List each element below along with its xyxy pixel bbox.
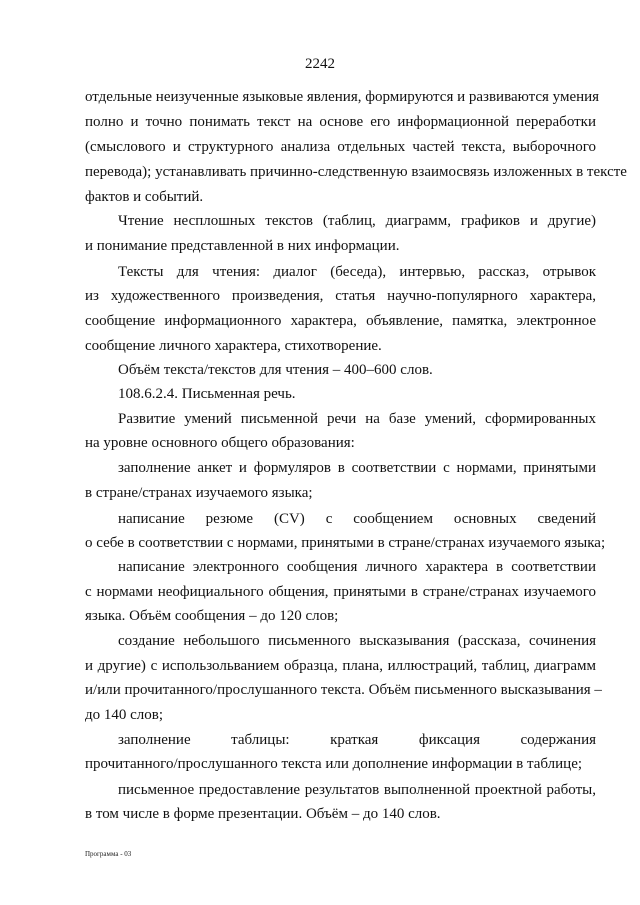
text-line: о себе в соответствии с нормами, принятыми в стране/странах изучаемого языка; xyxy=(85,535,606,551)
text-line: и понимание представленной в них информации. xyxy=(85,238,400,254)
text-line: сообщение информационного характера, объявление, памятка, электронное xyxy=(85,313,596,329)
text-line: с нормами неофициального общения, принятыми в стране/странах изучаемого xyxy=(85,584,596,600)
footer-note: Программа - 03 xyxy=(85,850,132,858)
text-line: перевода); устанавливать причинно-следственную взаимосвязь изложенных в тексте xyxy=(85,164,627,180)
text-line: на уровне основного общего образования: xyxy=(85,435,355,451)
text-line: до 140 слов; xyxy=(85,707,164,723)
text-line: Чтение несплошных текстов (таблиц, диаграмм, графиков и другие) xyxy=(118,213,596,229)
text-line: и другие) с использольванием образца, плана, иллюстраций, таблиц, диаграмм xyxy=(85,658,596,674)
section-heading: 108.6.2.4. Письменная речь. xyxy=(118,386,296,402)
text-line: написание электронного сообщения личного характера в соответствии xyxy=(118,559,596,575)
text-line: письменное предоставление результатов выполненной проектной работы, xyxy=(118,782,596,798)
text-line: Тексты для чтения: диалог (беседа), интервью, рассказ, отрывок xyxy=(118,264,596,280)
text-line: (смыслового и структурного анализа отдельных частей текста, выборочного xyxy=(85,139,596,155)
text-line: Объём текста/текстов для чтения – 400–600 слов. xyxy=(118,362,433,378)
text-line: в стране/странах изучаемого языка; xyxy=(85,485,313,501)
text-line: фактов и событий. xyxy=(85,189,204,205)
page-number: 2242 xyxy=(305,56,335,72)
text-line: создание небольшого письменного высказывания (рассказа, сочинения xyxy=(118,633,596,649)
text-line: языка. Объём сообщения – до 120 слов; xyxy=(85,608,339,624)
text-line: полно и точно понимать текст на основе его информационной переработки xyxy=(85,114,596,130)
text-line: Развитие умений письменной речи на базе умений, сформированных xyxy=(118,411,596,427)
text-line: заполнение таблицы: краткая фиксация содержания xyxy=(118,732,596,748)
text-line: отдельные неизученные языковые явления, формируются и развиваются умения xyxy=(85,89,600,105)
text-line: в том числе в форме презентации. Объём – до 140 слов. xyxy=(85,806,441,822)
text-line: написание резюме (CV) с сообщением основных сведений xyxy=(118,511,596,527)
text-line: заполнение анкет и формуляров в соответствии с нормами, принятыми xyxy=(118,460,596,476)
text-line: из художественного произведения, статья научно-популярного характера, xyxy=(85,288,596,304)
text-line: сообщение личного характера, стихотворение. xyxy=(85,338,382,354)
text-line: и/или прочитанного/прослушанного текста. Объём письменного высказывания – xyxy=(85,682,602,698)
text-line: прочитанного/прослушанного текста или дополнение информации в таблице; xyxy=(85,756,583,772)
